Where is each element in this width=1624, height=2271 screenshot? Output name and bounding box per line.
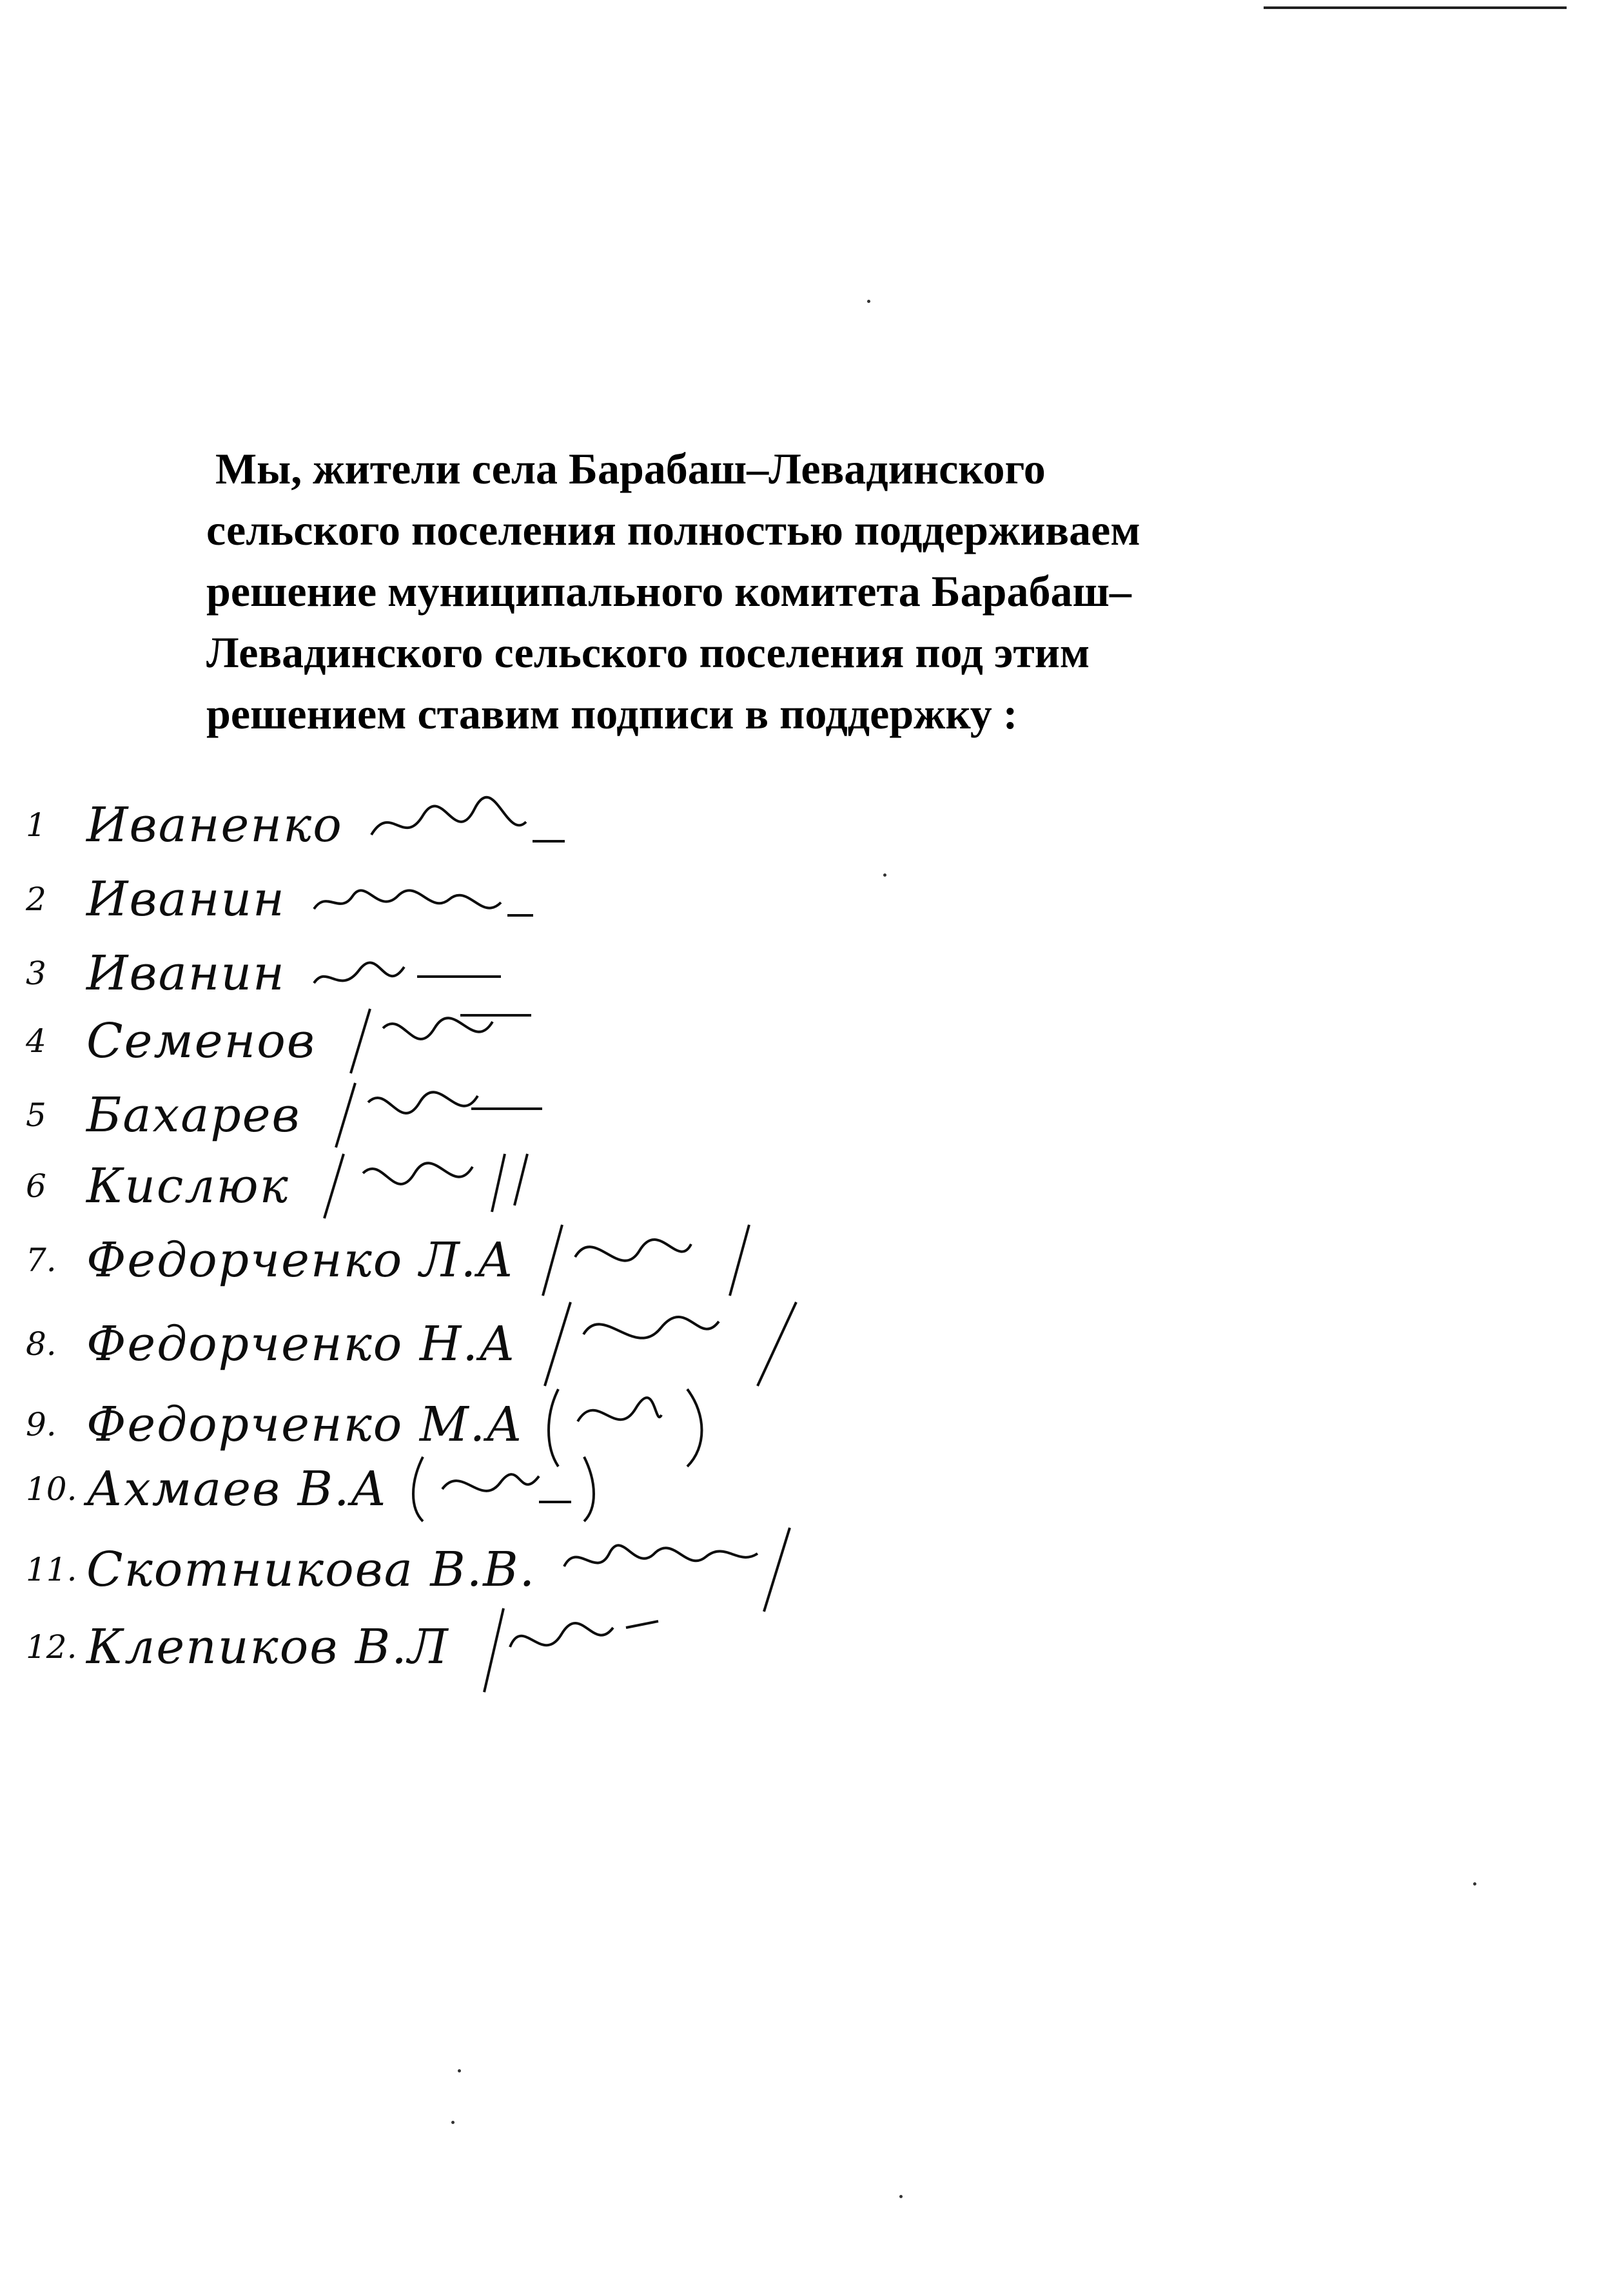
signature-scribble bbox=[338, 1002, 544, 1080]
signature-row bbox=[26, 1218, 768, 1302]
signature-scribble bbox=[536, 1218, 768, 1302]
signature-scribble bbox=[410, 1450, 603, 1528]
row-number: 12. bbox=[26, 1628, 77, 1666]
signature-scribble bbox=[471, 1595, 678, 1699]
scan-speck bbox=[883, 873, 886, 877]
handwritten-name: Бахарев bbox=[86, 1087, 301, 1143]
row-number: 10. bbox=[26, 1470, 77, 1508]
signature-scribble bbox=[308, 938, 514, 1009]
scan-speck bbox=[451, 2121, 455, 2124]
row-number: 8. bbox=[26, 1325, 57, 1363]
signature-row bbox=[26, 790, 571, 873]
statement-line: решение муниципального комитета Барабаш– bbox=[206, 567, 1131, 616]
row-number: 6 bbox=[26, 1167, 46, 1205]
handwritten-name: Федорченко М.А bbox=[86, 1397, 524, 1452]
handwritten-name: Иваненко bbox=[86, 797, 343, 853]
row-number: 7. bbox=[26, 1242, 57, 1279]
signature-row bbox=[26, 1521, 803, 1605]
scan-speck bbox=[899, 2195, 903, 2198]
handwritten-name: Иванин bbox=[86, 872, 286, 927]
statement-line: Левадинского сельского поселения под этим bbox=[206, 628, 1090, 677]
signature-row bbox=[26, 1595, 678, 1679]
row-number: 11. bbox=[26, 1551, 77, 1588]
statement-line: сельского поселения полностью поддерживаем bbox=[206, 505, 1140, 554]
scan-speck bbox=[1473, 1882, 1476, 1886]
signature-scribble bbox=[323, 1077, 555, 1154]
signature-row bbox=[26, 864, 540, 948]
row-number: 2 bbox=[26, 881, 46, 918]
statement-line: Мы, жители села Барабаш–Левадинского bbox=[215, 444, 1046, 493]
row-number: 5 bbox=[26, 1097, 46, 1134]
scan-speck bbox=[458, 2069, 461, 2072]
signature-scribble bbox=[311, 1147, 543, 1225]
handwritten-name: Клепиков В.Л bbox=[86, 1619, 449, 1675]
signature-row bbox=[26, 1376, 739, 1460]
signature-scribble bbox=[308, 864, 540, 935]
handwritten-name: Кислюк bbox=[86, 1158, 289, 1214]
signature-row bbox=[26, 1002, 544, 1086]
statement-line: решением ставим подписи в поддержку : bbox=[206, 689, 1018, 738]
row-number: 1 bbox=[26, 806, 46, 844]
row-number: 3 bbox=[26, 955, 46, 992]
row-number: 9. bbox=[26, 1406, 57, 1443]
handwritten-name: Федорченко Л.А bbox=[86, 1233, 515, 1288]
handwritten-name: Ахмаев В.А bbox=[86, 1461, 388, 1517]
handwritten-name: Скотникова В.В. bbox=[86, 1542, 536, 1597]
row-number: 4 bbox=[26, 1022, 46, 1060]
handwritten-name: Семенов bbox=[86, 1013, 316, 1069]
handwritten-name: Иванин bbox=[86, 946, 286, 1001]
signature-row bbox=[26, 1296, 809, 1379]
signature-scribble bbox=[365, 790, 571, 861]
scan-speck bbox=[867, 300, 870, 303]
handwritten-name: Федорченко Н.А bbox=[86, 1316, 516, 1372]
